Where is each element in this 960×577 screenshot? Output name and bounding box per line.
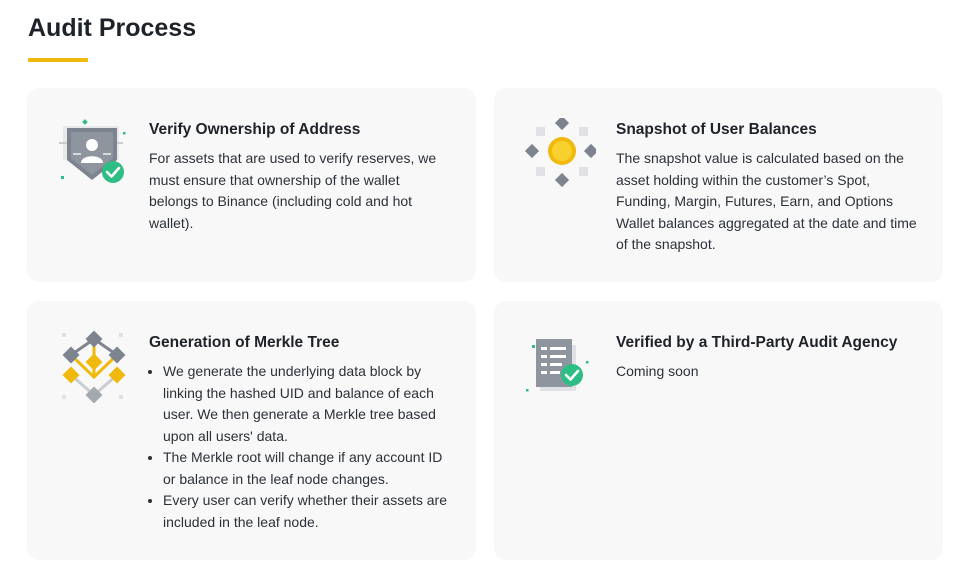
list-item: • The Merkle root will change if any account ID or balance in the leaf node changes. [163, 447, 452, 490]
card-title: Snapshot of User Balances [616, 121, 817, 138]
card-body: Coming soon [616, 363, 699, 379]
list-item: • Every user can verify whether their assets are included in the leaf node. [163, 490, 452, 533]
address-ownership-icon [57, 118, 129, 190]
audit-document-icon [524, 331, 596, 403]
list-item: • We generate the underlying data block by linking the hashed UID and balance of each user. We then generate a Merkle tree based upon all users' data. [163, 361, 452, 447]
card-merkle-tree [27, 301, 476, 560]
card-title: Generation of Merkle Tree [149, 334, 340, 351]
card-verify-ownership [27, 88, 476, 282]
title-underline [28, 58, 88, 62]
card-body: For assets that are used to verify reserves, we must ensure that ownership of the wallet belongs to Binance (including cold and hot wallet). [149, 150, 437, 231]
card-body: The snapshot value is calculated based on the asset holding within the customer’s Spot, Funding, Margin, Futures, Earn, and Options Wallet balances aggregated at the date and time of the snapshot. [616, 150, 917, 252]
section-title: Audit Process [28, 14, 197, 42]
card-title: Verified by a Third-Party Audit Agency [616, 334, 898, 351]
card-snapshot-balances [494, 88, 943, 282]
card-third-party-audit [494, 301, 943, 560]
card-bullet-list [149, 361, 452, 533]
card-title: Verify Ownership of Address [149, 121, 361, 138]
snapshot-icon [524, 118, 596, 190]
merkle-tree-icon [57, 331, 129, 403]
